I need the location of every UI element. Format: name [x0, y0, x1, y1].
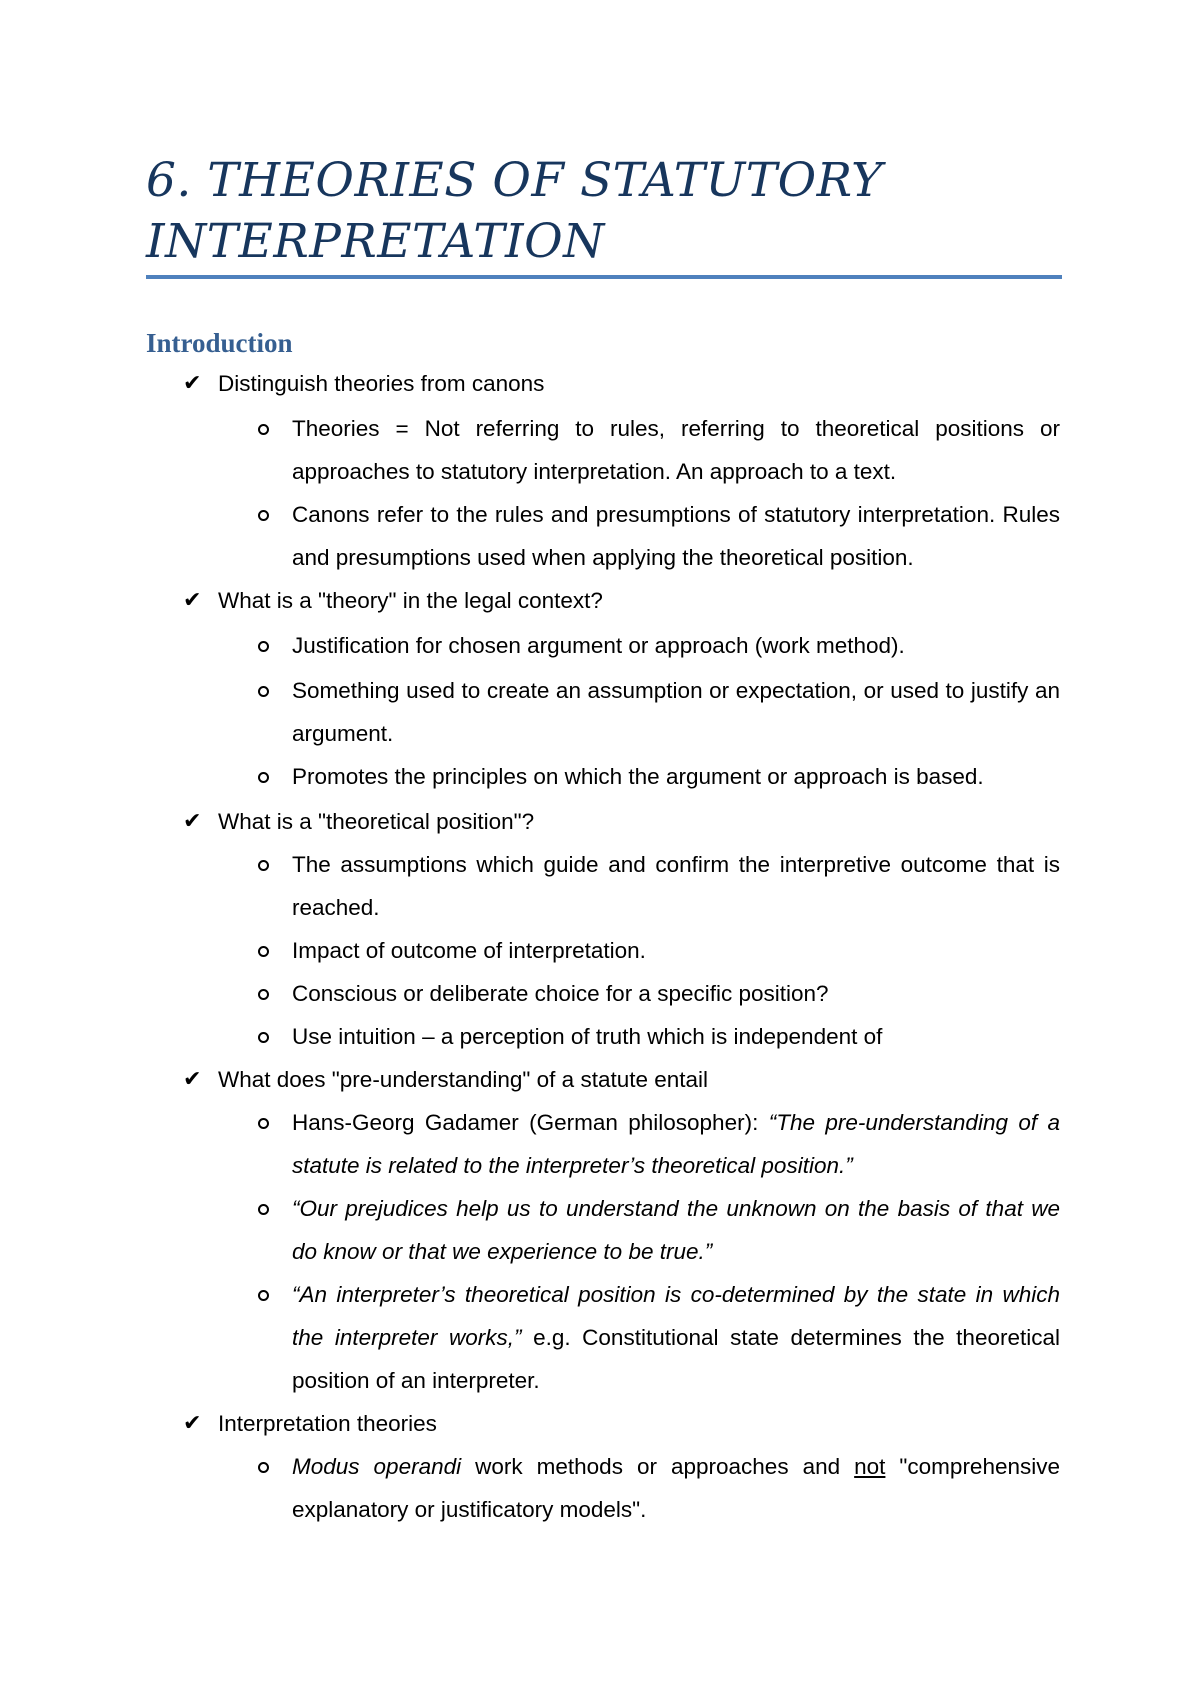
sub-bullet-item [0, 669, 1060, 755]
sub-bullet-item [0, 1187, 1060, 1273]
sub-bullet-text: work methods or approaches and [461, 1454, 855, 1479]
sub-bullet-item [0, 1445, 1060, 1531]
title-underline-divider [146, 275, 1062, 279]
checkmark-icon: ✔ [183, 1411, 202, 1436]
interpreter-position-quote: “An interpreter’s theoretical position is co-determined by the state in which the interpreter works,” [292, 1282, 1060, 1350]
sub-bullet-item [0, 972, 1060, 1015]
sub-bullet-text: e.g. Constitutional state determines the theoretical position of an interpreter. [292, 1325, 1060, 1393]
page-title [146, 150, 1066, 272]
circle-bullet-icon [258, 424, 269, 435]
section-heading-introduction: Introduction [146, 328, 293, 358]
sub-bullet-text: Conscious or deliberate choice for a specific position? [292, 981, 829, 1006]
sub-bullet-text: Justification for chosen argument or approach (work method). [292, 633, 905, 658]
circle-bullet-icon [258, 1204, 269, 1215]
circle-bullet-icon [258, 860, 269, 871]
sub-bullet-item [0, 624, 1060, 667]
modus-operandi-term: Modus operandi [292, 1454, 462, 1479]
sub-bullet-item [0, 407, 1060, 493]
checklist-item [0, 800, 1058, 843]
checklist-item-text: What is a "theoretical position"? [218, 809, 535, 834]
checkmark-icon: ✔ [183, 809, 202, 834]
checklist-item-text: Interpretation theories [218, 1411, 437, 1436]
sub-bullet-text: Hans-Georg Gadamer (German philosopher): [292, 1110, 769, 1135]
checklist-item [0, 362, 1058, 405]
sub-bullet-text: The assumptions which guide and confirm the interpretive outcome that is reached. [292, 852, 1060, 920]
circle-bullet-icon [258, 686, 269, 697]
sub-bullet-text: Impact of outcome of interpretation. [292, 938, 646, 963]
circle-bullet-icon [258, 1462, 269, 1473]
circle-bullet-icon [258, 1118, 269, 1129]
sub-bullet-text: Canons refer to the rules and presumptions of statutory interpretation. Rules and presumptions used when applying the theoretical position. [292, 502, 1060, 570]
checklist-item-text: What does "pre-understanding" of a statute entail [218, 1067, 709, 1092]
outline-list [0, 362, 1200, 1531]
page-title-line-2: INTERPRETATION [146, 214, 605, 269]
sub-bullet-item [0, 755, 1060, 798]
sub-bullet-item [0, 1015, 1060, 1058]
circle-bullet-icon [258, 1032, 269, 1043]
circle-bullet-icon [258, 989, 269, 1000]
sub-bullet-item [0, 1101, 1060, 1187]
circle-bullet-icon [258, 1290, 269, 1301]
sub-bullet-item [0, 929, 1060, 972]
checklist-item-text: What is a "theory" in the legal context? [218, 588, 603, 613]
circle-bullet-icon [258, 641, 269, 652]
sub-bullet-item [0, 493, 1060, 579]
checkmark-icon: ✔ [183, 588, 202, 613]
checklist-item [0, 579, 1058, 622]
page-title-line-1: 6. THEORIES OF STATUTORY [146, 153, 883, 208]
circle-bullet-icon [258, 772, 269, 783]
checklist-item [0, 1402, 1058, 1445]
sub-bullet-text: Something used to create an assumption or expectation, or used to justify an argument. [292, 678, 1060, 746]
sub-bullet-text: Theories = Not referring to rules, referring to theoretical positions or approaches to statutory interpretation. An approach to a text. [292, 416, 1060, 484]
checklist-item [0, 1058, 1058, 1101]
checkmark-icon: ✔ [183, 1067, 202, 1092]
prejudices-quote: “Our prejudices help us to understand the unknown on the basis of that we do know or that we experience to be true.” [292, 1196, 1060, 1264]
circle-bullet-icon [258, 946, 269, 957]
sub-bullet-text: Use intuition – a perception of truth which is independent of [292, 1024, 883, 1049]
sub-bullet-item [0, 843, 1060, 929]
underlined-not: not [854, 1454, 886, 1479]
checkmark-icon: ✔ [183, 371, 202, 396]
circle-bullet-icon [258, 510, 269, 521]
gadamer-quote: “The pre-understanding of a statute is related to the interpreter’s theoretical position.” [292, 1110, 1060, 1178]
sub-bullet-text: "comprehensive explanatory or justificatory models". [292, 1454, 1060, 1522]
checklist-item-text: Distinguish theories from canons [218, 371, 545, 396]
sub-bullet-text: Promotes the principles on which the argument or approach is based. [292, 764, 984, 789]
sub-bullet-item [0, 1273, 1060, 1402]
